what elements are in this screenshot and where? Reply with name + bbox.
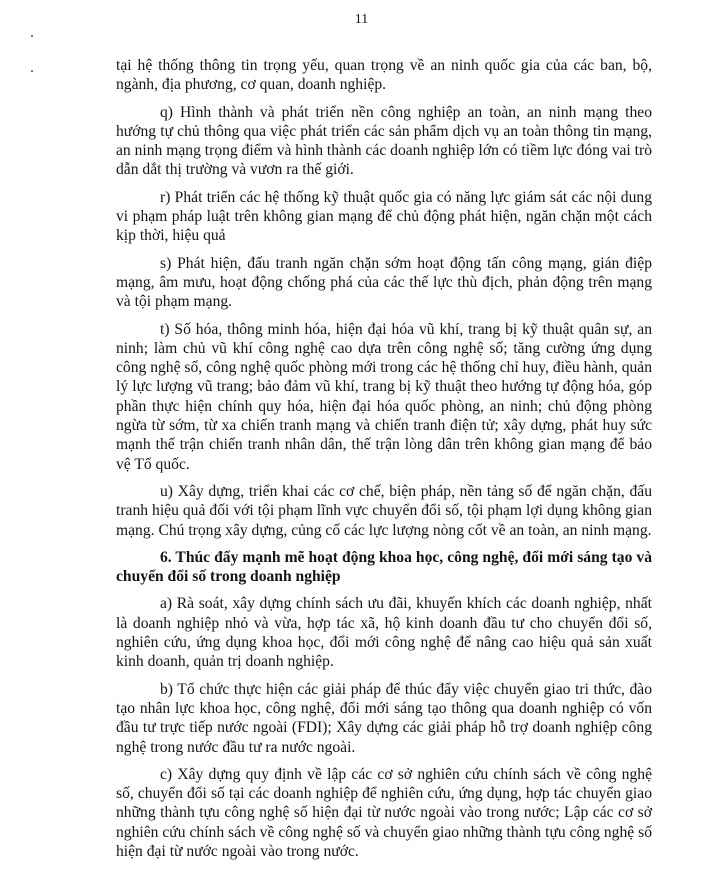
scan-speck: [31, 35, 33, 37]
item-q: q) Hình thành và phát triển nền công nghiệp an toàn, an ninh mạng theo hướng tự chủ thông qua việc phát triển các sản phẩm dịch vụ an toàn thông tin mạng, an ninh mạng trọng điểm và hình thành các doanh nghiệp lớn có tiềm lực đóng vai trò dẫn dắt thị trường và vươn ra thế giới.: [116, 103, 652, 179]
item-u: u) Xây dựng, triển khai các cơ chế, biện pháp, nền tảng số để ngăn chặn, đấu tranh hiệu quả đối với tội phạm lĩnh vực chuyển đổi số, tội phạm lợi dụng không gian mạng. Chú trọng xây dựng, củng cố các lực lượng nòng cốt về an toàn, an ninh mạng.: [116, 482, 652, 539]
item-t: t) Số hóa, thông minh hóa, hiện đại hóa vũ khí, trang bị kỹ thuật quân sự, an ninh; làm chủ vũ khí công nghệ cao dựa trên công nghệ số; tăng cường ứng dụng công nghệ số, công nghệ quốc phòng mới trong các hệ thống chỉ huy, điều hành, quản lý lực lượng vũ trang; bảo đảm vũ khí, trang bị kỹ thuật theo hướng tự động hóa, góp phần thực hiện chính quy hóa, hiện đại hóa quốc phòng, an ninh; chủ động phòng ngừa từ sớm, từ xa chiến tranh mạng và chiến tranh điện tử; xây dựng, phát huy sức mạnh thế trận chiến tranh nhân dân, thế trận lòng dân trên không gian mạng để bảo vệ Tổ quốc.: [116, 320, 653, 473]
document-body: [116, 56, 652, 869]
page-number: 11: [354, 12, 369, 27]
section-item-c: c) Xây dựng quy định về lập các cơ sở nghiên cứu chính sách về công nghệ số, chuyển đổi số tại các doanh nghiệp để nghiên cứu, ứng dụng, hợp tác chuyển giao những thành tựu công nghệ số hiện đại từ nước ngoài vào trong nước; Lập các cơ sở nghiên cứu chính sách về công nghệ số và chuyển giao những thành tựu công nghệ số hiện đại từ nước ngoài vào trong nước.: [116, 765, 652, 860]
section-item-a: a) Rà soát, xây dựng chính sách ưu đãi, khuyến khích các doanh nghiệp, nhất là doanh nghiệp nhỏ và vừa, hợp tác xã, hộ kinh doanh đầu tư cho chuyển đổi số, nghiên cứu, ứng dụng khoa học, đổi mới công nghệ để nâng cao hiệu quả sản xuất kinh doanh, quản trị doanh nghiệp.: [116, 595, 652, 671]
section-heading: 6. Thúc đẩy mạnh mẽ hoạt động khoa học, công nghệ, đổi mới sáng tạo và chuyển đổi số trong doanh nghiệp: [116, 548, 652, 586]
item-r: r) Phát triển các hệ thống kỹ thuật quốc gia có năng lực giám sát các nội dung vi phạm pháp luật trên không gian mạng để chủ động phát hiện, ngăn chặn một cách kịp thời, hiệu quả: [116, 188, 652, 245]
continuation-paragraph: tại hệ thống thông tin trọng yếu, quan trọng về an ninh quốc gia của các ban, bộ, ngành, địa phương, cơ quan, doanh nghiệp.: [116, 57, 652, 94]
scan-speck: [31, 70, 33, 72]
item-s: s) Phát hiện, đấu tranh ngăn chặn sớm hoạt động tấn công mạng, gián điệp mạng, âm mưu, hoạt động chống phá của các thế lực thù địch, phản động trên mạng và tội phạm mạng.: [116, 254, 652, 311]
section-item-b: b) Tổ chức thực hiện các giải pháp để thúc đẩy việc chuyển giao tri thức, đào tạo nhân lực khoa học, công nghệ, đổi mới sáng tạo thông qua doanh nghiệp có vốn đầu tư trực tiếp nước ngoài (FDI); Xây dựng các giải pháp hỗ trợ doanh nghiệp công nghệ trong nước đầu tư ra nước ngoài.: [116, 680, 652, 756]
